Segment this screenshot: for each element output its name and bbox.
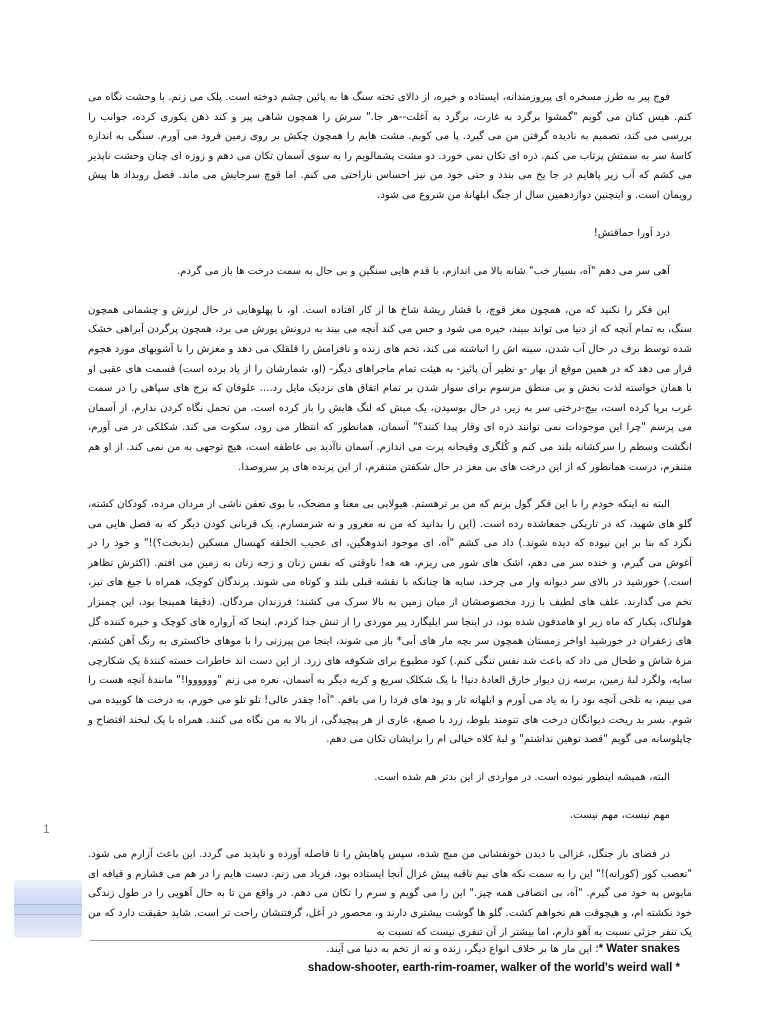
paragraph-3: آهی سر می دهم "آه، بسیار خب" شانه بالا می اندازم، با قدم هایی سنگین و بی حال به سمت درخت ها باز می گردم. bbox=[176, 266, 670, 278]
paragraph-7: مهم نیست، مهم نیست. bbox=[569, 810, 670, 822]
footnote-2: shadow-shooter, earth-rim-roamer, walker of the world's weird wall * bbox=[307, 962, 680, 974]
paragraph-8: در فضای باز جنگل، غزالی با دیدن خونفشانی من مبج شده، سپس پاهایش را تا فاصله آورده و ناپدید می گردد. این باعث آزارم می شود. "تعصب کور (کورانه)!" این را به سمت نکه های نیم ناقبه پیش غزال آنجا ایستاده بود، فریاد می زنم. دست هایم را در هم می فشارم و قیافه ای مایوس به خود می گیرم. "آه، بی انصافی همه چیز." این را می گویم و سرم را تکان می دهم. در واقع من تا به حال آهویی را در طول زندگی خود نکشته ام، و هیچوقت هم نخواهم کشت. گلو ها گوشت بیشتری دارند و، محصور در آغل، گرفتنشان راحت تر است. شاید حقیقت دارد که من یک تنفر جزئی نسبت به آهو دارم، اما بیشتر از آن تنفری نیست که نسبت به bbox=[88, 849, 692, 939]
paragraph-6: البته، همیشه اینطور نبوده است. در مواردی از این بدتر هم شده است. bbox=[374, 771, 670, 783]
page-number: 1 bbox=[43, 822, 50, 836]
paragraph-4: این فکر را نکنید که من، همچون مغز قوچ، با فشار ریشهٔ شاخ ها از کار افتاده است. او، با پهلوهایی در حال لرزش و چشمانی همچون سنگ، به تمام آنچه که از دنیا می تواند ببیند، خیره می شود و حس می کند آنچه می بیند به درونش یورش می برد، همچون پرگردن آبراهی خشک شده توسط برف در حال آب شدن، سینه اش را انباشته می کند، تخم های زنده و نافرامش را قلقلک می دهد و مغزش را با آشوبهای مورد هجوم قرار می دهد که در همین موقع از بهار -و نظیر آن پائیز- به هیئت تمام ماجراهای دیگر- (او، شمارشان را از یاد برده است) قسمت های عقبی او با همان خواسته لذت بخش و بی منطق مرسوم برای سوار شدن بر تمام اتفاق های نزدیک مایل رد.... علوفان که برج های سپاهی را در سمت غرب برپا کرده است، بیج-درختی سر به زیر، در حال بوسیدن، یک میش که لنگ هایش را باز کرده است. من تحمل نگاه کردن ندارم. از آسمان می پرسم "چرا این موجودات نمی توانند ذره ای وقار پیدا کنند؟" آسمان، همانطور که انتظار می رود، سکوت می کند. شکلکی در می آورم، انگشت وسطم را سرکشانه بلند می کنم و کُلگری وقیحانه پرت می اندازم. آسمان ناآدید بی عاطفه است، هیچ توجهی به من نمی کند. از او هم متنفرم، درست همانطور که از این درخت های بی مغز در حال شکفتن متنفرم، از این پرنده های پر سروصدا. bbox=[88, 304, 692, 473]
footnote-1-text: ؛ این مار ها بر خلاف انواع دیگر، زنده و نه از تخم به دنیا می آیند. bbox=[326, 944, 599, 955]
paragraph-2: درد آورا حماقتش! bbox=[593, 227, 670, 239]
footnote-1-term: Water snakes * bbox=[598, 943, 680, 955]
paragraph-5: البته نه اینکه خودم را با این فکر گول بزنم که من بر ترهستم. هیولایی بی معنا و مضحک، با بوی تعفن ناشی از مردان مرده، کودکان کشته، گلو های شهید، که در تاریکی جمعاشده رده است. (این را بدانید که من نه مغرور و نه شرمسارم. یک قربانی کودن دیگر که به فصل هایی می نگرد که بنا بر این نبوده که دیده شوند.) داد می کشم "آه، ای موجود اندوهگین، ای عجیب الخلقه کهنسال مسکین (بدبخت؟)!" و خود را در آغوش می گیرم، و خنده سر می دهم، اشک های شور می ریزم، هه هه! ناوقتی که نفس زنان و زجه زنان به زمین می افتم. (اکثرش تظاهر است.) خورشید در بالای سر دیوانه وار می چرخد، سایه ها چنانکه با نقشه قبلی بلند و کوتاه می شوند. پرندگان کوچک، همراه با جیغ های تیز، تخم می گذارند. علف های لطیف با زرد مخصوصشان از میان زمین به بالا سرک می کشند: فرزندان مردگان. (دقیقا همینجا بود، این چمنزار هولناک، یکبار که ماه زیر او هامدفون شده بود، در اینجا سر ایلیگارد پیر موردی را از تنش جدا کردم. اینجا که آرواره های کوچک و خیره کننده گل های زعفران در خورشید اواخر زمستان همچون سر بچه مار های آبی* باز می شوند، اینجا من پیرزنی را با موهای خاکستری به رنگ آهن کشتم. مزهٔ شاش و طحال می داد که باعث شد نفس تنگی کنم.) کود مطبوع برای شکوفه های زرد. از این دست اند خاطرات خسته کنندهٔ یک شکارچی سایه، ولگرد لبهٔ زمین، برسه زن دیوار خارق العادهٔ دنیا! با یک شکلک سریع و کریه دیگر به آسمان، نعره می زنم "ووووووا!" مانندهٔ آنچه هست را می بینم، به تلخی آنچه بود را به یاد می آورم و ابلهانه تار و پود های فردا را می بافم. "آه! چقدر عالی! تلو تلو می خورم، به درخت ها کوبیده می شوم. بسر بد ریخت دیوانگان درخت های تنومند بلوط، زرد با صمغ، عاری از هر پیچیدگی، از بالا به من نگاه می کنند. همراه با یک لبخند افتضاح و چاپلوسانه می گویم "قصد توهین نداشتم" و لبهٔ کلاه خیالی ام را برایشان تکان می دهم. bbox=[88, 499, 692, 746]
page-side-tab bbox=[14, 880, 82, 938]
footnote-1 bbox=[88, 941, 680, 958]
paragraph-1: فوج پیر به طرز مسخره ای پیروزمندانه، ایستاده و خیره، از دالای تخته سنگ ها به پائین چشم دوخته است. پلک می زنم. با وحشت نگاه می کنم. هیس کنان می گویم "گمشوا برگرد به غارت، برگرد به آغلت--هر جا." سرش را همچون شاهی پیر و کند ذهن یکوری کرده، جوانب را بررسی می کند، تصمیم به نادیده گرفتن من می گیرد. پا می کوبم. مشت هایم را همچون چکش بر روی زمین فرود می آورم. سنگی به اندازه کاسهٔ سر به سمتش پرتاب می کنم. ذره ای تکان نمی خورد. دو مشت پشمالویم را به سوی آسمان تکان می دهم و زوزه ای چنان وحشت ناپذیر می کشم که آب زیر پاهایم در جا یخ می بندد و حتی خود من نیز احساس ناراحتی می کنم. اما قوچ سرجایش می ماند. فصل روبداد ها پیش رویمان است. و اینچنین دوازدهمین سال از جنگ ابلهانهٔ من شروع می شود. bbox=[88, 92, 692, 201]
body-text bbox=[88, 88, 692, 961]
